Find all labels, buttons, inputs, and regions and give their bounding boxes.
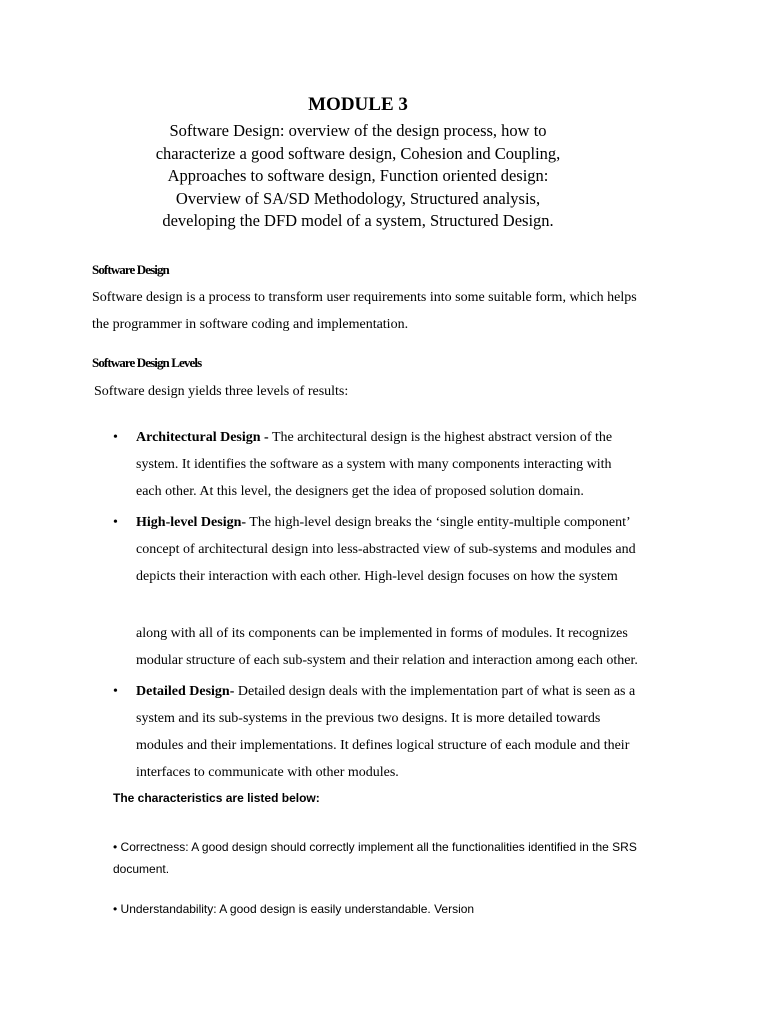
section-heading-design-levels: Software Design Levels <box>92 355 202 370</box>
bullet-symbol: • <box>113 515 118 530</box>
bullet-line <box>136 424 696 451</box>
characteristic-line: • Correctness: A good design should correctly implement all the functionalities identified in the SRS <box>113 840 637 854</box>
software-design-paragraph <box>92 284 692 338</box>
bullet-text: The high-level design breaks the ‘single entity-multiple component’ <box>246 515 631 530</box>
bullet-line <box>136 678 696 705</box>
module-title: MODULE 3 <box>308 94 408 115</box>
section-heading-software-design: Software Design <box>92 262 169 277</box>
subtitle-line: developing the DFD model of a system, Structured Design. <box>162 211 554 230</box>
bullet-line: along with all of its components can be implemented in forms of modules. It recognizes <box>136 626 628 641</box>
bullet-line: system and its sub-systems in the previous two designs. It is more detailed towards <box>136 711 601 726</box>
subtitle-line: Approaches to software design, Function oriented design: <box>167 166 549 185</box>
bullet-line: interfaces to communicate with other modules. <box>136 765 399 780</box>
paragraph-line: Software design is a process to transform user requirements into some suitable form, which helps <box>92 290 637 305</box>
bullet-architectural-design <box>136 424 696 505</box>
bullet-line: depicts their interaction with each other. High-level design focuses on how the system <box>136 569 618 584</box>
module-subtitle <box>140 120 576 233</box>
bullet-high-level-design-continued <box>136 620 696 674</box>
subtitle-line: Software Design: overview of the design process, how to <box>169 121 547 140</box>
bullet-line: concept of architectural design into less-abstracted view of sub-systems and modules and <box>136 542 636 557</box>
bullet-line: modular structure of each sub-system and their relation and interaction among each other. <box>136 653 638 668</box>
bullet-line <box>136 509 696 536</box>
bullet-line: modules and their implementations. It defines logical structure of each module and their <box>136 738 630 753</box>
subtitle-line: characterize a good software design, Cohesion and Coupling, <box>155 143 561 163</box>
characteristic-correctness <box>113 836 637 880</box>
characteristic-understandability: • Understandability: A good design is easily understandable. Version <box>113 902 475 916</box>
bullet-detailed-design <box>136 678 696 786</box>
characteristic-line: document. <box>113 862 170 876</box>
bullet-term: High-level Design- <box>136 515 247 530</box>
bullet-text: The architectural design is the highest abstract version of the <box>268 430 613 445</box>
design-levels-intro <box>94 378 694 405</box>
bullet-symbol: • <box>113 684 118 699</box>
bullet-symbol: • <box>113 430 118 445</box>
bullet-text: Detailed design deals with the implementation part of what is seen as a <box>234 684 636 699</box>
paragraph-line: the programmer in software coding and implementation. <box>92 317 409 332</box>
paragraph-line: Software design yields three levels of results: <box>94 384 349 399</box>
bullet-term: Architectural Design - <box>136 430 269 445</box>
bullet-high-level-design <box>136 509 696 590</box>
bullet-term: Detailed Design- <box>136 684 235 699</box>
bullet-line: each other. At this level, the designers get the idea of proposed solution domain. <box>136 484 584 499</box>
characteristics-heading: The characteristics are listed below: <box>113 791 320 805</box>
bullet-line: system. It identifies the software as a system with many components interacting with <box>136 457 612 472</box>
subtitle-line: Overview of SA/SD Methodology, Structured analysis, <box>175 188 541 208</box>
